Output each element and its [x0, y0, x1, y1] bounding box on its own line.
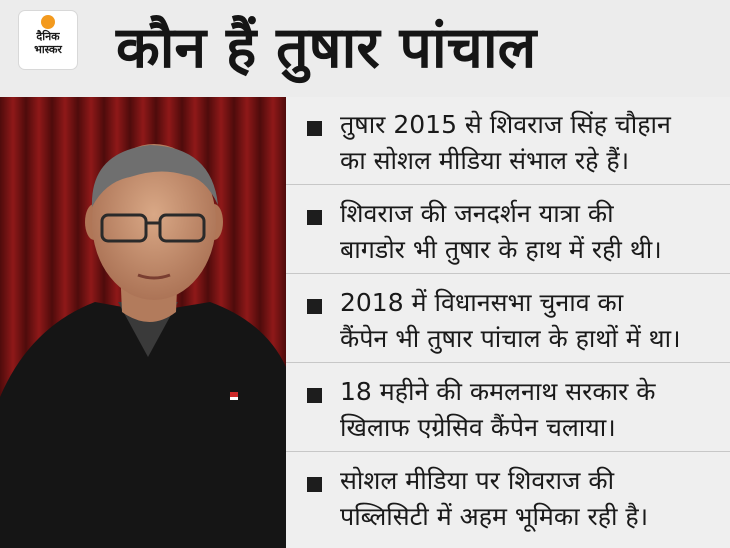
list-item — [286, 364, 730, 452]
portrait-photo — [0, 97, 286, 548]
square-bullet-icon — [307, 121, 322, 136]
list-item-line1: सोशल मीडिया पर शिवराज की — [340, 466, 615, 495]
list-item-line1: 2018 में विधानसभा चुनाव का — [340, 288, 624, 317]
list-item-text — [340, 463, 724, 535]
square-bullet-icon — [307, 210, 322, 225]
list-item-line2: पब्लिसिटी में अहम भूमिका रही है। — [340, 502, 649, 531]
list-item-line2: कैंपेन भी तुषार पांचाल के हाथों में था। — [340, 324, 681, 353]
list-item-text — [340, 196, 724, 268]
logo-text-line1: दैनिक — [36, 30, 60, 43]
header-bar — [0, 0, 730, 97]
list-item — [286, 453, 730, 540]
square-bullet-icon — [307, 388, 322, 403]
list-item-line2: बागडोर भी तुषार के हाथ में रही थी। — [340, 235, 662, 264]
list-item-text — [340, 107, 724, 179]
dainik-bhaskar-logo — [19, 11, 77, 69]
list-item-text — [340, 285, 724, 357]
list-item-line1: 18 महीने की कमलनाथ सरकार के — [340, 377, 656, 406]
square-bullet-icon — [307, 299, 322, 314]
list-item — [286, 97, 730, 185]
facts-panel — [286, 97, 730, 548]
sun-icon — [41, 15, 55, 29]
list-item-text — [340, 374, 724, 446]
list-item — [286, 275, 730, 363]
list-item-line2: का सोशल मीडिया संभाल रहे हैं। — [340, 146, 630, 175]
logo-text-line2: भास्कर — [34, 43, 62, 56]
page-title: कौन हैं तुषार पांचाल — [116, 15, 537, 81]
list-item-line1: शिवराज की जनदर्शन यात्रा की — [340, 199, 614, 228]
list-item-line1: तुषार 2015 से शिवराज सिंह चौहान — [340, 110, 671, 139]
list-item-line2: खिलाफ एग्रेसिव कैंपेन चलाया। — [340, 413, 616, 442]
list-item — [286, 186, 730, 274]
square-bullet-icon — [307, 477, 322, 492]
